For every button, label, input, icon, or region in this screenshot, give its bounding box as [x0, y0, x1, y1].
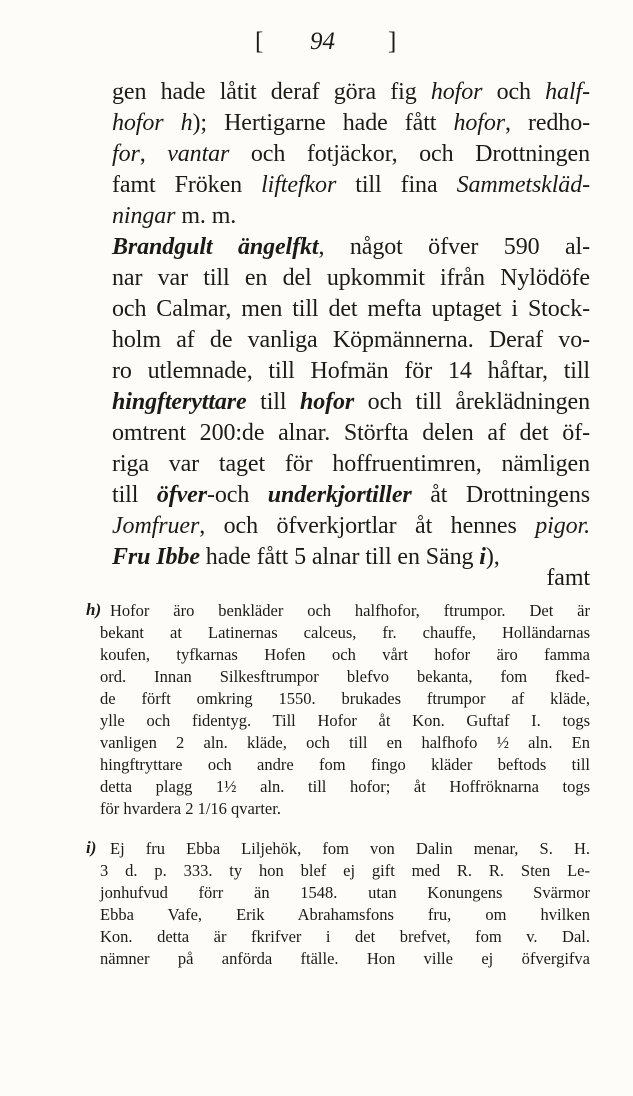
plain-text: ,	[139, 141, 168, 167]
plain-text: ); Hertigarne hade fått	[192, 110, 454, 136]
plain-text: famt	[546, 565, 590, 591]
plain-text: riga var taget för hoffruentimren, nämligen	[112, 451, 590, 477]
text-line	[112, 417, 590, 449]
footnote-line: Ebba Vafe, Erik Abrahamsfons fru, om hvilken	[100, 905, 590, 924]
footnote-line: nämner på anförda ftälle. Hon ville ej öfvergifva	[100, 949, 590, 968]
plain-text: åt Drottningens	[411, 482, 590, 508]
emphasis-text: half-	[545, 79, 590, 105]
text-line	[112, 448, 590, 480]
header-left-bracket: [	[255, 28, 264, 55]
plain-text: och fotjäckor, och Drottningen	[229, 141, 590, 167]
emphasis-text: Brandgult ängelfkt	[112, 234, 319, 260]
plain-text: , och öfverkjortlar åt hennes	[199, 513, 536, 539]
text-line	[112, 231, 590, 263]
plain-text: omtrent 200:de alnar. Störfta delen af det öf-	[112, 420, 590, 446]
footnote-line: koufen, tyfkarnas Hofen och vårt hofor äro famma	[100, 645, 590, 664]
footnote-line: de förft omkring 1550. brukades ftrumpor af kläde,	[100, 689, 590, 708]
page-number: 94	[310, 28, 335, 55]
emphasis-text: Fru Ibbe	[112, 544, 200, 570]
plain-text: , redho-	[504, 110, 591, 136]
text-line	[112, 324, 590, 356]
plain-text: gen hade låtit deraf göra fig	[112, 79, 431, 105]
plain-text: -och	[206, 482, 268, 508]
text-line	[112, 76, 590, 108]
text-line	[112, 479, 590, 511]
footnote-line: ylle och fidentyg. Till Hofor åt Kon. Guftaf I. togs	[100, 711, 590, 730]
emphasis-text: hofor h	[112, 110, 193, 136]
plain-text: och till åreklädningen	[354, 389, 590, 415]
page-header	[0, 24, 633, 58]
plain-text: ro utlemnade, till Hofmän för 14 håftar, till	[112, 358, 590, 384]
footnote-line: 3 d. p. 333. ty hon blef ej gift med R. R. Sten Le-	[100, 861, 590, 880]
emphasis-text: hofor	[453, 110, 505, 136]
plain-text: m. m.	[175, 203, 237, 229]
emphasis-text: for	[112, 141, 140, 167]
emphasis-text: vantar	[167, 141, 230, 167]
footnote-line: Hofor äro benkläder och halfhofor, ftrumpor. Det är	[110, 601, 590, 620]
plain-text: famt Fröken	[112, 172, 262, 198]
text-line	[112, 510, 590, 542]
emphasis-text: underkjortiller	[267, 482, 412, 508]
emphasis-text: liftefkor	[261, 172, 337, 198]
text-line	[112, 355, 590, 387]
emphasis-text: Jomfruer	[112, 513, 200, 539]
emphasis-text: hingfteryttare	[112, 389, 247, 415]
plain-text: till	[112, 482, 157, 508]
plain-text: hade fått 5 alnar till en Säng	[199, 544, 480, 570]
plain-text: holm af de vanliga Köpmännerna. Deraf vo-	[112, 327, 590, 353]
emphasis-text: hofor	[430, 79, 483, 105]
footnote-line: hingftryttare och andre fom fingo kläder beftods till	[100, 755, 590, 774]
emphasis-text: ningar	[112, 203, 176, 229]
text-line	[112, 169, 590, 201]
footnote-line: Ej fru Ebba Liljehök, fom von Dalin menar, S. H.	[110, 839, 590, 858]
emphasis-text: i	[479, 544, 486, 570]
footnote-line: bekant at Latinernas calceus, fr. chauffe, Holländarnas	[100, 623, 590, 642]
footnote-line: vanligen 2 aln. kläde, och till en halfhofo ½ aln. En	[100, 733, 590, 752]
text-line	[112, 138, 590, 170]
plain-text: , något öfver 590 al-	[318, 234, 590, 260]
footnote-line: Kon. detta är fkrifver i det brefvet, fom v. Dal.	[100, 927, 590, 946]
emphasis-text: öfver	[156, 482, 207, 508]
header-right-bracket: ]	[388, 28, 397, 55]
footnote-mark: h)	[86, 600, 102, 619]
footnote-line: för hvardera 2 1/16 qvarter.	[100, 799, 281, 818]
plain-text: och Calmar, men till det mefta uptaget i Stock-	[112, 296, 590, 322]
footnote-mark: i)	[86, 838, 97, 857]
emphasis-text: Sammetskläd-	[456, 172, 590, 198]
plain-text: ),	[485, 544, 500, 570]
plain-text: till	[246, 389, 300, 415]
text-line	[112, 200, 590, 232]
plain-text: och	[482, 79, 546, 105]
emphasis-text: hofor	[299, 389, 355, 415]
text-line	[112, 262, 590, 294]
footnote-line: jonhufvud förr än 1548. utan Konungens Svärmor	[100, 883, 590, 902]
text-line	[112, 293, 590, 325]
footnote-line: ord. Innan Silkesftrumpor blefvo bekanta, fom fked-	[100, 667, 590, 686]
footnote-line: detta plagg 1½ aln. till hofor; åt Hoffröknarna togs	[100, 777, 590, 796]
plain-text: till fina	[336, 172, 457, 198]
plain-text: nar var till en del upkommit ifrån Nylödöfe	[112, 265, 590, 291]
text-line	[112, 562, 590, 594]
text-line	[112, 107, 590, 139]
text-line	[112, 386, 590, 418]
emphasis-text: pigor.	[535, 513, 590, 539]
